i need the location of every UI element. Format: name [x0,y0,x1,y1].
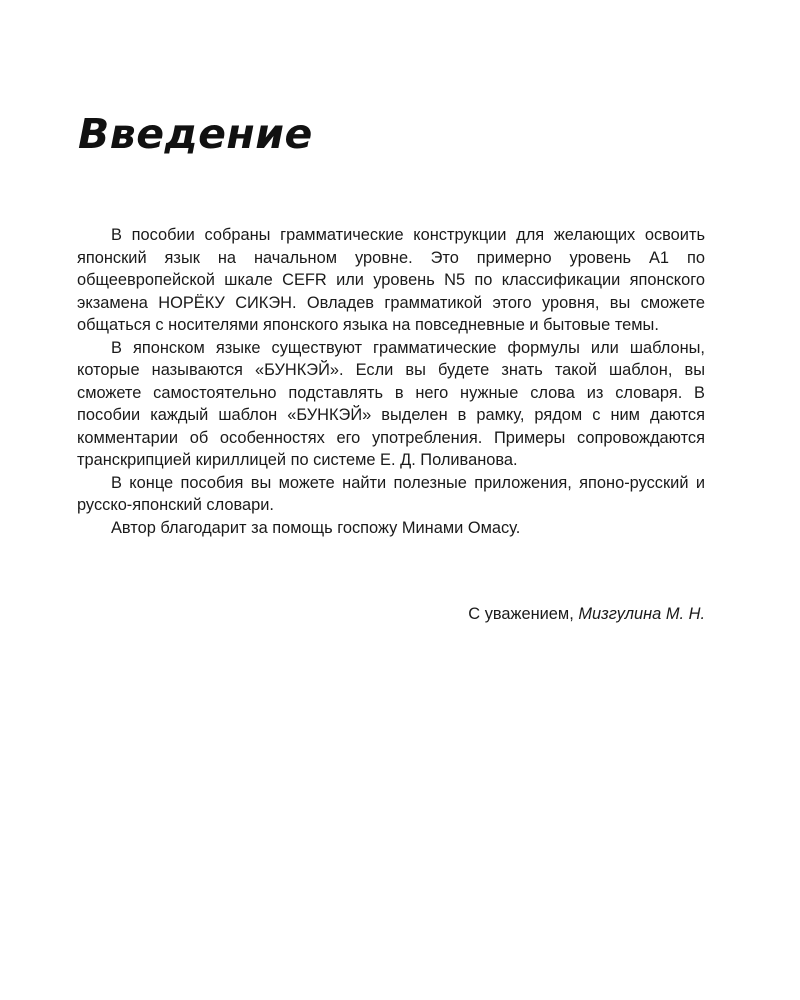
signature-greeting: С уважением, [468,605,574,623]
paragraph: В конце пособия вы можете найти полезные приложения, японо-русский и русско-японский словари. [77,473,705,514]
paragraph: Автор благодарит за помощь госпожу Минами Омасу. [111,518,521,537]
signature-author: Мизгулина М. Н. [578,605,705,623]
paragraph: В пособии собраны грамматические конструкции для желающих освоить японский язык на начальном уровне. Это примерно уровень A1 по общеевропейской шкале CEFR или уровень N5 по классификации японского экзамена НОРЁКУ СИКЭН. Овладев грамматикой этого уровня, вы сможете общаться с носителями японского языка на повседневные и бытовые темы. [77,226,705,334]
introduction-body [77,224,705,539]
signature [468,603,705,626]
paragraph: В японском языке существуют грамматические формулы или шаблоны, которые называются «БУНКЭЙ». Если вы будете знать такой шаблон, вы сможете самостоятельно подставлять в него нужные слова из словаря. В пособии каждый шаблон «БУНКЭЙ» выделен в рамку, рядом с ним даются комментарии об особенностях его употребления. Примеры сопровождаются транскрипцией кириллицей по системе Е. Д. Поливанова. [77,338,705,469]
page-title: Введение [78,110,313,158]
